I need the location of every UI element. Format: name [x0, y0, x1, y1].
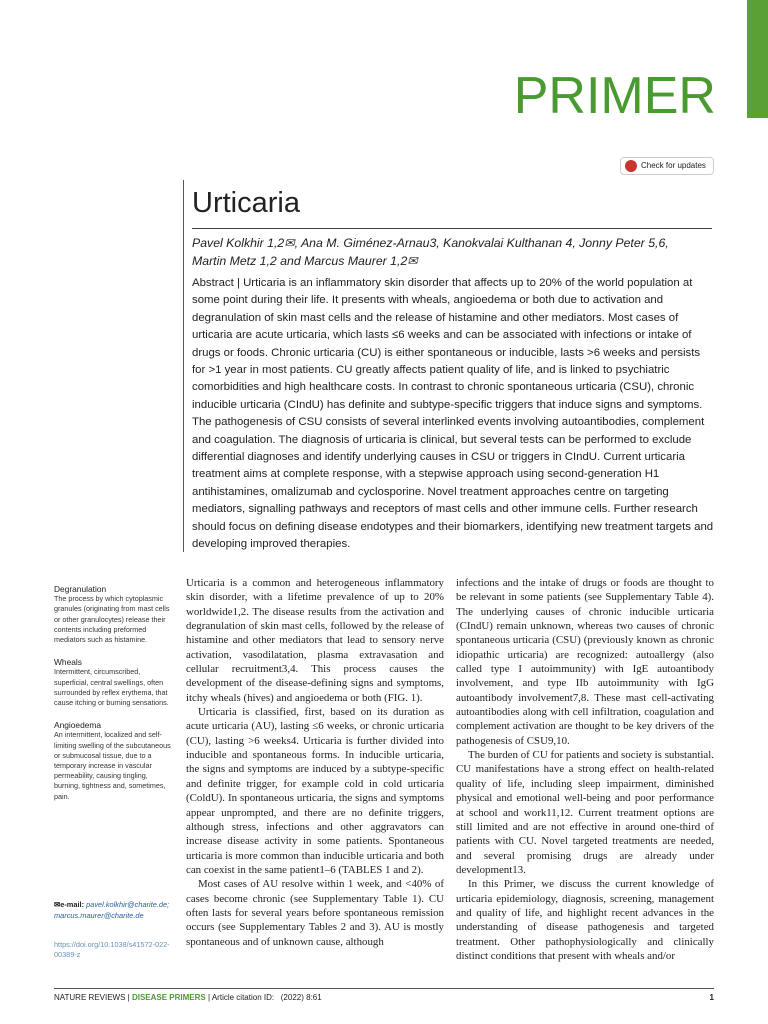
paragraph: The burden of CU for patients and society is substantial. CU manifestations have a strong effect on health-related quality of life, including sleep impairment, diminished physical and emotional well-being and poor performance at school and work11,12. Current treatment options are still limited and are not effective in around one-third of patients with CU. Novel targeted treatments are needed, and several promising drugs are already under development13. — [456, 749, 714, 876]
authors — [192, 234, 712, 270]
glossary-def: The process by which cytoplasmic granules (originating from mast cells or other granulocytes) release their contents including preformed mediators such as histamine. — [54, 594, 170, 645]
section-label: PRIMER — [513, 67, 716, 125]
paragraph: In this Primer, we discuss the current knowledge of urticaria epidemiology, diagnosis, screening, management and quality of life, and highlight recent advances in the understanding of disease pathogenesis and targeted treatment. Other pathophysiologically and clinically distinct conditions that present with wheals and/or — [456, 878, 714, 962]
footer: NATURE REVIEWS | DISEASE PRIMERS | Article citation ID: (2022) 8:61 1 — [54, 988, 714, 1002]
contact: ✉e-mail: pavel.kolkhir@charite.de; marcus.maurer@charite.de — [54, 900, 170, 920]
paragraph: infections and the intake of drugs or foods are thought to be relevant in some patients (see Supplementary Table 4). The underlying causes of chronic inducible urticaria (CIndU) remain unknown, whereas two causes of chronic spontaneous urticaria (CSU) (previously known as chronic idiopathic urticaria) are recognized: autoallergy (also called type I autoimmunity) with IgE autoantibody involvement, and type IIb autoimmunity with IgG autoantibody involvement7,8. These mast cell-activating autoantibodies along with cell infiltration, coagulation and complement activation are thought to be key drivers of the pathogenesis of CSU9,10. — [456, 577, 714, 747]
title-rule — [192, 228, 712, 229]
citation-year: (2022) 8:61 — [280, 993, 322, 1002]
authors-line-1[interactable]: Pavel Kolkhir 1,2✉, Ana M. Giménez-Arnau3, Kanokvalai Kulthanan 4, Jonny Peter 5,6, — [192, 236, 669, 250]
body-column-1 — [186, 576, 444, 949]
glossary-term: Degranulation — [54, 584, 107, 594]
glossary-term: Wheals — [54, 657, 82, 668]
page-number: 1 — [709, 993, 714, 1002]
journal-name: NATURE REVIEWS — [54, 993, 126, 1002]
body-column-2 — [456, 576, 714, 963]
email-icon: ✉ — [54, 900, 61, 909]
glossary-term: Angioedema — [54, 720, 102, 731]
crossmark-icon — [625, 160, 637, 172]
paragraph: Urticaria is a common and heterogeneous inflammatory skin disorder, with a lifetime prevalence of up to 20% worldwide1,2. The disease results from the activation and degranulation of skin mast cells, followed by the release of histamine and other mediators that lead to sensory nerve activation, vasodilatation, plasma extravasation and cellular recruitment3,4. This process causes the development of the disease-defining signs and symptoms, itchy wheals (hives) and angioedema or both (FIG. 1). — [186, 577, 444, 704]
authors-line-2[interactable]: Martin Metz 1,2 and Marcus Maurer 1,2✉ — [192, 254, 418, 268]
citation-label: | Article citation ID: — [207, 993, 275, 1002]
paragraph: Most cases of AU resolve within 1 week, and <40% of cases become chronic (see Supplementary Table 1). CU often lasts for several years before spontaneous remission occurs (see Supplementary Tables 2 and 3). AU is mostly spontaneous and of unknown cause, although — [186, 878, 444, 948]
email-links[interactable]: pavel.kolkhir@charite.de; marcus.maurer@charite.de — [54, 900, 170, 920]
glossary-def: An intermittent, localized and self-limiting swelling of the subcutaneous or submucosal tissue, due to a temporary increase in vascular permeability, causing tingling, burning, tightness and, sometimes, pain. — [54, 730, 171, 801]
abstract: Abstract | Urticaria is an inflammatory skin disorder that affects up to 20% of the world population at some point during their life. It presents with wheals, angioedema or both due to activation and degranulation of skin mast cells and the release of histamine and other mediators. Most cases of urticaria are acute urticaria, which lasts ≤6 weeks and can be associated with infections or intake of drugs or foods. Chronic urticaria (CU) is either spontaneous or inducible, lasts >6 weeks and persists for >1 year in most patients. CU greatly affects patient quality of life, and is linked to psychiatric comorbidities and high healthcare costs. In contrast to chronic spontaneous urticaria (CSU), chronic inducible urticaria (CIndU) has definite and subtype-specific triggers that induce signs and symptoms. The pathogenesis of CSU consists of several interlinked events involving autoantibodies, complement and coagulation. The diagnosis of urticaria is clinical, but several tests can be performed to exclude differential diagnoses and identify underlying causes in CSU or triggers in CIndU. Current urticaria treatment aims at complete response, with a stepwise approach using second-generation H1 antihistamines, omalizumab and cyclosporine. Novel treatment approaches centre on targeting mediators, signalling pathways and receptors of mast cells and other immune cells. Further research should focus on defining disease endotypes and their biomarkers, identifying new treatment targets and developing improved therapies. — [192, 277, 714, 551]
doi-link[interactable]: https://doi.org/10.1038/s41572-022-00389-z — [54, 940, 170, 960]
green-tab — [747, 0, 768, 118]
article-title: Urticaria — [192, 187, 300, 219]
glossary-sidebar — [54, 584, 172, 802]
glossary-def: Intermittent, circumscribed, superficial, central swellings, often surrounded by reflex erythema, that cause itching or burning sensations. — [54, 667, 169, 708]
series-name: DISEASE PRIMERS — [131, 993, 206, 1002]
check-updates-button[interactable]: Check for updates — [620, 157, 714, 175]
paragraph: Urticaria is classified, first, based on its duration as acute urticaria (AU), lasting ≤6 weeks, or chronic urticaria (CU), lasting >6 weeks4. Urticaria is further divided into inducible and spontaneous forms. In inducible urticaria, the signs and symptoms are induced by a subtype-specific and definite trigger, for example cold in cold urticaria (ColdU). In spontaneous urticaria, the signs and symptoms appear unprompted, and there are no definite triggers, although stress, infections and other aggravators can increase disease activity in some patients. Spontaneous urticaria is more common than inducible urticaria and both can coexist in the same patient1–6 (TABLES 1 and 2). — [186, 706, 444, 876]
